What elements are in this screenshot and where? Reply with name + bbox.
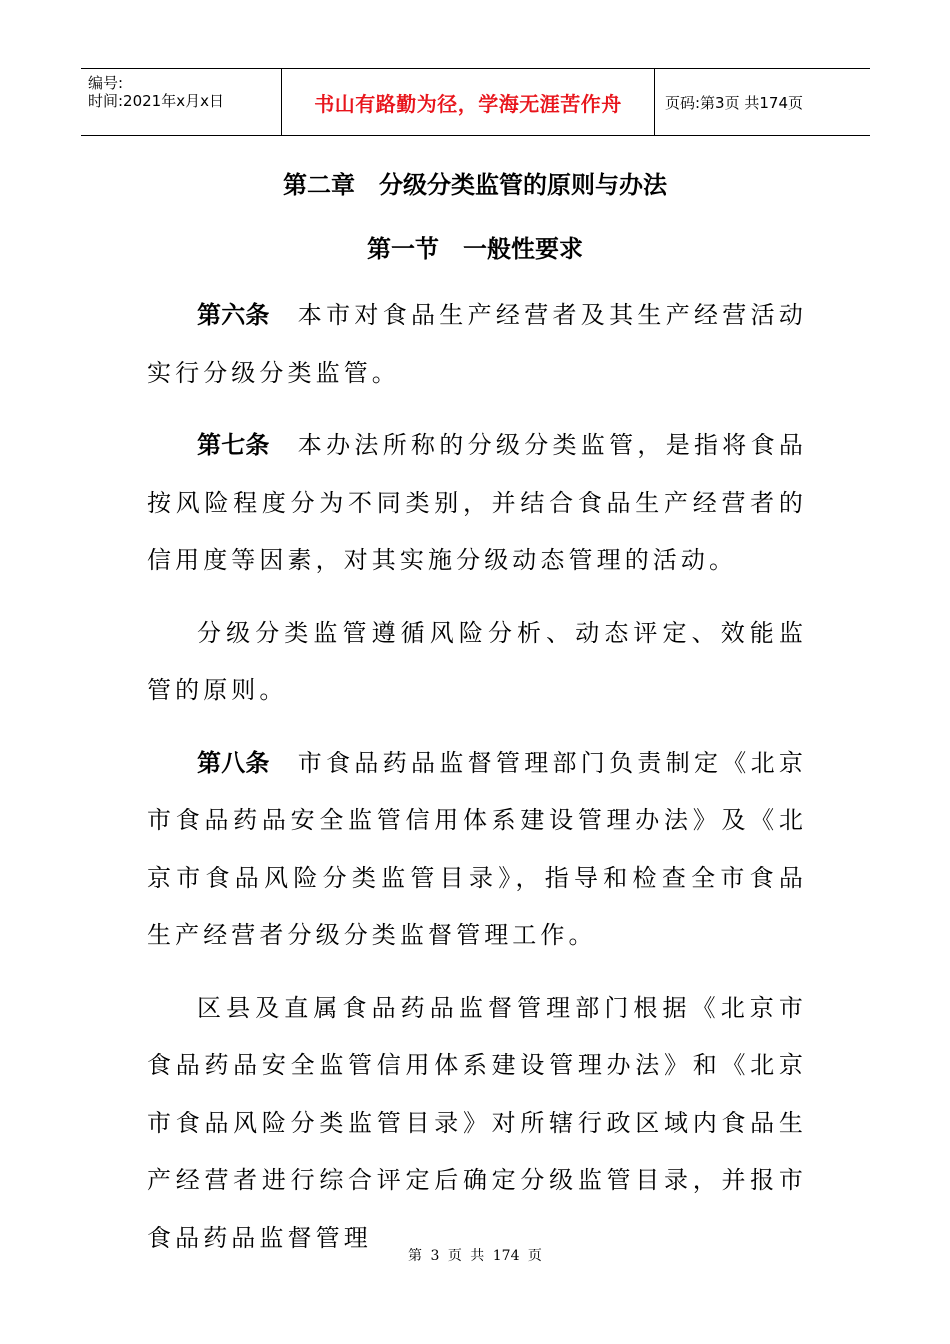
- header-page-cell: [655, 69, 870, 135]
- section-title: 第一节 一般性要求: [367, 235, 583, 263]
- paragraph-text: 本办法所称的分级分类监管，是指将食品按风险程度分为不同类别，并结合食品生产经营者的信用度等因素，对其实施分级动态管理的活动。: [147, 431, 807, 574]
- paragraph-article-6: [147, 287, 807, 402]
- document-time-label: 时间:2021年x月x日: [88, 92, 224, 110]
- header-motto: 书山有路勤为径，学海无涯苦作舟: [314, 91, 622, 116]
- article-number: 第六条: [197, 301, 270, 329]
- document-body: [147, 287, 807, 1267]
- page-footer: 第 3 页 共 174 页: [408, 1248, 542, 1264]
- header-page-code: 页码:第3页 共174页: [665, 93, 803, 112]
- article-number: 第八条: [197, 748, 270, 777]
- article-number: 第七条: [197, 431, 270, 459]
- paragraph-text: 分级分类监管遵循风险分析、动态评定、效能监管的原则。: [147, 618, 807, 704]
- paragraph-text: 区县及直属食品药品监督管理部门根据《北京市食品药品安全监管信用体系建设管理办法》和《北京市食品风险分类监管目录》对所辖行政区域内食品生产经营者进行综合评定后确定分级监管目录，并报市食品药品监督管理: [147, 993, 807, 1252]
- paragraph-article-8: [147, 735, 807, 965]
- paragraph-text: 市食品药品监督管理部门负责制定《北京市食品药品安全监管信用体系建设管理办法》及《北京市食品风险分类监管目录》，指导和检查全市食品生产经营者分级分类监督管理工作。: [147, 748, 807, 949]
- header-info-cell: [81, 69, 282, 135]
- paragraph-district: [147, 980, 807, 1268]
- chapter-title: 第二章 分级分类监管的原则与办法: [283, 171, 667, 199]
- paragraph-article-7: [147, 417, 807, 590]
- document-header-table: [81, 68, 870, 136]
- header-motto-cell: [282, 69, 655, 135]
- paragraph-principles: [147, 605, 807, 720]
- paragraph-text: 本市对食品生产经营者及其生产经营活动实行分级分类监管。: [147, 301, 807, 387]
- document-number-label: 编号:: [88, 74, 124, 92]
